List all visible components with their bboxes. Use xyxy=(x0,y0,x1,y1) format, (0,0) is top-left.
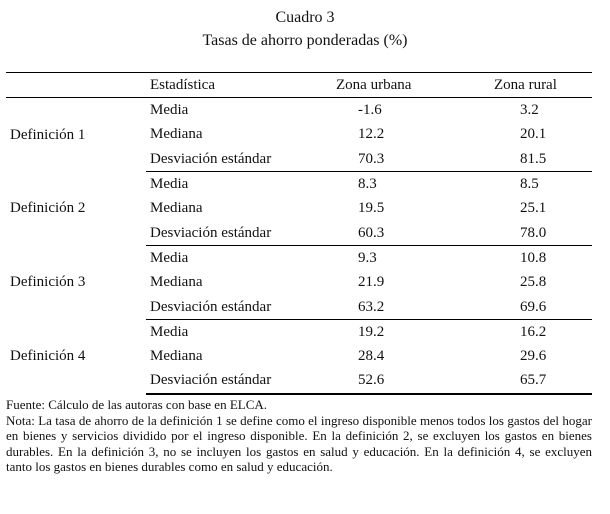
urban-value: 8.3 xyxy=(358,176,377,193)
urban-value: 60.3 xyxy=(314,220,462,245)
group-definition-4 xyxy=(6,319,592,393)
rural-value: 81.5 xyxy=(462,147,592,172)
savings-rate-table xyxy=(6,72,592,395)
urban-value: 9.3 xyxy=(358,249,377,266)
urban-value: 52.6 xyxy=(314,368,462,393)
urban-value: 70.3 xyxy=(314,147,462,172)
rural-value: 25.8 xyxy=(520,274,547,291)
table-header-row xyxy=(6,73,592,98)
definition-label: Definición 4 xyxy=(10,348,86,365)
urban-value: 63.2 xyxy=(314,294,462,319)
urban-value: 12.2 xyxy=(358,126,385,143)
rural-value: 8.5 xyxy=(520,176,539,193)
rural-value: 16.2 xyxy=(520,323,547,340)
table-row xyxy=(6,319,592,344)
stat-label: Mediana xyxy=(150,126,203,143)
stat-label: Mediana xyxy=(150,348,203,365)
stat-label: Media xyxy=(150,249,189,266)
stat-label: Desviación estándar xyxy=(146,294,314,319)
urban-value: 19.2 xyxy=(358,323,385,340)
group-definition-3 xyxy=(6,245,592,319)
definition-label: Definición 2 xyxy=(10,200,86,217)
stat-label: Media xyxy=(150,176,189,193)
group-definition-2 xyxy=(6,171,592,245)
table-caption-title: Tasas de ahorro ponderadas (%) xyxy=(202,32,408,49)
rural-value: 20.1 xyxy=(520,126,547,143)
stat-label: Desviación estándar xyxy=(146,368,314,393)
rural-value: 25.1 xyxy=(520,200,547,217)
header-statistic: Estadística xyxy=(146,73,314,98)
group-definition-1 xyxy=(6,98,592,172)
header-definition xyxy=(6,73,146,98)
table-row xyxy=(6,245,592,270)
rural-value: 3.2 xyxy=(520,102,539,119)
definition-note: Nota: La tasa de ahorro de la definición 1 se define como el ingreso disponible menos todos los gastos del hogar en bienes y servicios dividido por el ingreso disponible. En la definición 2, se excluyen los gastos en bienes durables. En la definición 3, no se incluyen los gastos en salud y educación. En la definición 4, se excluyen tanto los gastos en bienes durables como en salud y educación. xyxy=(6,412,592,474)
stat-label: Mediana xyxy=(150,200,203,217)
rural-value: 10.8 xyxy=(520,249,547,266)
table-caption-number: Cuadro 3 xyxy=(275,9,335,26)
table-footnotes xyxy=(6,397,592,475)
rural-value: 29.6 xyxy=(520,348,547,365)
urban-value: 28.4 xyxy=(358,348,385,365)
header-rural: Zona rural xyxy=(462,73,592,98)
table-row xyxy=(6,171,592,196)
table-row xyxy=(6,98,592,123)
stat-label: Desviación estándar xyxy=(146,220,314,245)
urban-value: 21.9 xyxy=(358,274,385,291)
stat-label: Media xyxy=(150,102,189,119)
rural-value: 78.0 xyxy=(462,220,592,245)
header-urban: Zona urbana xyxy=(314,73,462,98)
definition-label: Definición 3 xyxy=(10,274,86,291)
stat-label: Desviación estándar xyxy=(146,147,314,172)
definition-label: Definición 1 xyxy=(10,126,86,143)
source-note: Fuente: Cálculo de las autoras con base en ELCA. xyxy=(6,397,268,412)
rural-value: 65.7 xyxy=(462,368,592,393)
urban-value: -1.6 xyxy=(358,102,382,119)
urban-value: 19.5 xyxy=(358,200,385,217)
stat-label: Mediana xyxy=(150,274,203,291)
stat-label: Media xyxy=(150,323,189,340)
rural-value: 69.6 xyxy=(462,294,592,319)
